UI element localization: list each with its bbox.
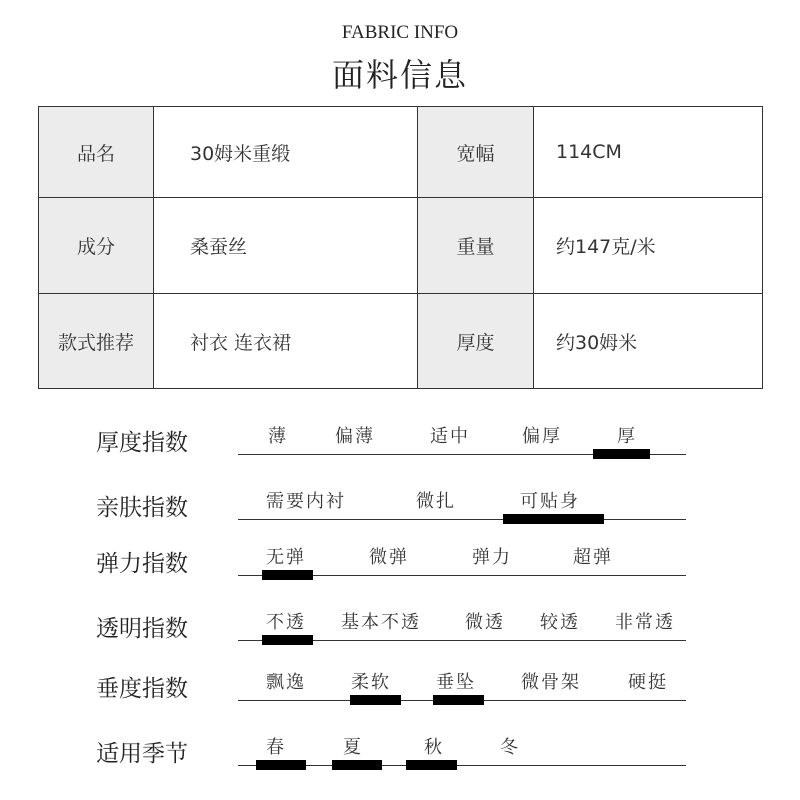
fabric-info-table — [38, 106, 763, 389]
index-option: 秋 — [424, 737, 444, 758]
index-row — [0, 610, 800, 650]
index-selected-marker — [593, 449, 650, 459]
index-option: 薄 — [268, 426, 288, 447]
index-option: 柔软 — [351, 672, 391, 693]
info-label: 成分 — [39, 198, 154, 294]
index-scale-line — [238, 519, 686, 520]
index-option: 微弹 — [369, 547, 409, 568]
index-selected-marker — [262, 635, 313, 645]
page-title: 面料信息 — [331, 56, 468, 94]
index-option: 微骨架 — [521, 672, 581, 693]
info-value: 衬衣 连衣裙 — [154, 294, 418, 389]
info-value: 约30姆米 — [534, 294, 763, 389]
index-selected-marker — [433, 695, 484, 705]
info-label: 重量 — [418, 198, 534, 294]
index-option: 需要内衬 — [266, 491, 346, 512]
index-option: 春 — [266, 737, 286, 758]
index-row — [0, 670, 800, 710]
info-row — [39, 107, 763, 198]
index-option: 超弹 — [573, 547, 613, 568]
index-option: 厚 — [617, 426, 637, 447]
info-row — [39, 198, 763, 294]
index-label: 厚度指数 — [96, 430, 188, 456]
index-option: 弹力 — [472, 547, 512, 568]
index-option: 基本不透 — [341, 612, 421, 633]
index-option: 微透 — [465, 612, 505, 633]
index-label: 亲肤指数 — [96, 495, 188, 521]
index-option: 夏 — [343, 737, 363, 758]
title-english: FABRIC INFO — [341, 22, 459, 43]
info-value: 约147克/米 — [534, 198, 763, 294]
index-option: 较透 — [540, 612, 580, 633]
index-option: 适中 — [430, 426, 470, 447]
index-row — [0, 545, 800, 585]
info-label: 宽幅 — [418, 107, 534, 198]
index-selected-marker — [332, 760, 382, 770]
index-option: 冬 — [500, 737, 520, 758]
index-option: 偏厚 — [522, 426, 562, 447]
index-row — [0, 735, 800, 775]
index-option: 偏薄 — [335, 426, 375, 447]
index-row — [0, 424, 800, 464]
index-label: 垂度指数 — [96, 676, 188, 702]
info-label: 厚度 — [418, 294, 534, 389]
index-option: 垂坠 — [436, 672, 476, 693]
index-option: 无弹 — [266, 547, 306, 568]
info-row — [39, 294, 763, 389]
index-selected-marker — [406, 760, 457, 770]
index-selected-marker — [350, 695, 401, 705]
index-row — [0, 489, 800, 529]
info-label: 品名 — [39, 107, 154, 198]
index-label: 透明指数 — [96, 616, 188, 642]
index-option: 微扎 — [416, 491, 456, 512]
index-option: 非常透 — [615, 612, 675, 633]
index-selected-marker — [503, 514, 604, 524]
index-option: 硬挺 — [628, 672, 668, 693]
info-value: 桑蚕丝 — [154, 198, 418, 294]
index-label: 弹力指数 — [96, 551, 188, 577]
index-label: 适用季节 — [96, 741, 188, 767]
index-option: 可贴身 — [520, 491, 580, 512]
info-label: 款式推荐 — [39, 294, 154, 389]
index-selected-marker — [262, 570, 313, 580]
index-option: 飘逸 — [266, 672, 306, 693]
info-value: 30姆米重缎 — [154, 107, 418, 198]
index-selected-marker — [256, 760, 306, 770]
info-value: 114CM — [534, 107, 763, 198]
index-option: 不透 — [266, 612, 306, 633]
